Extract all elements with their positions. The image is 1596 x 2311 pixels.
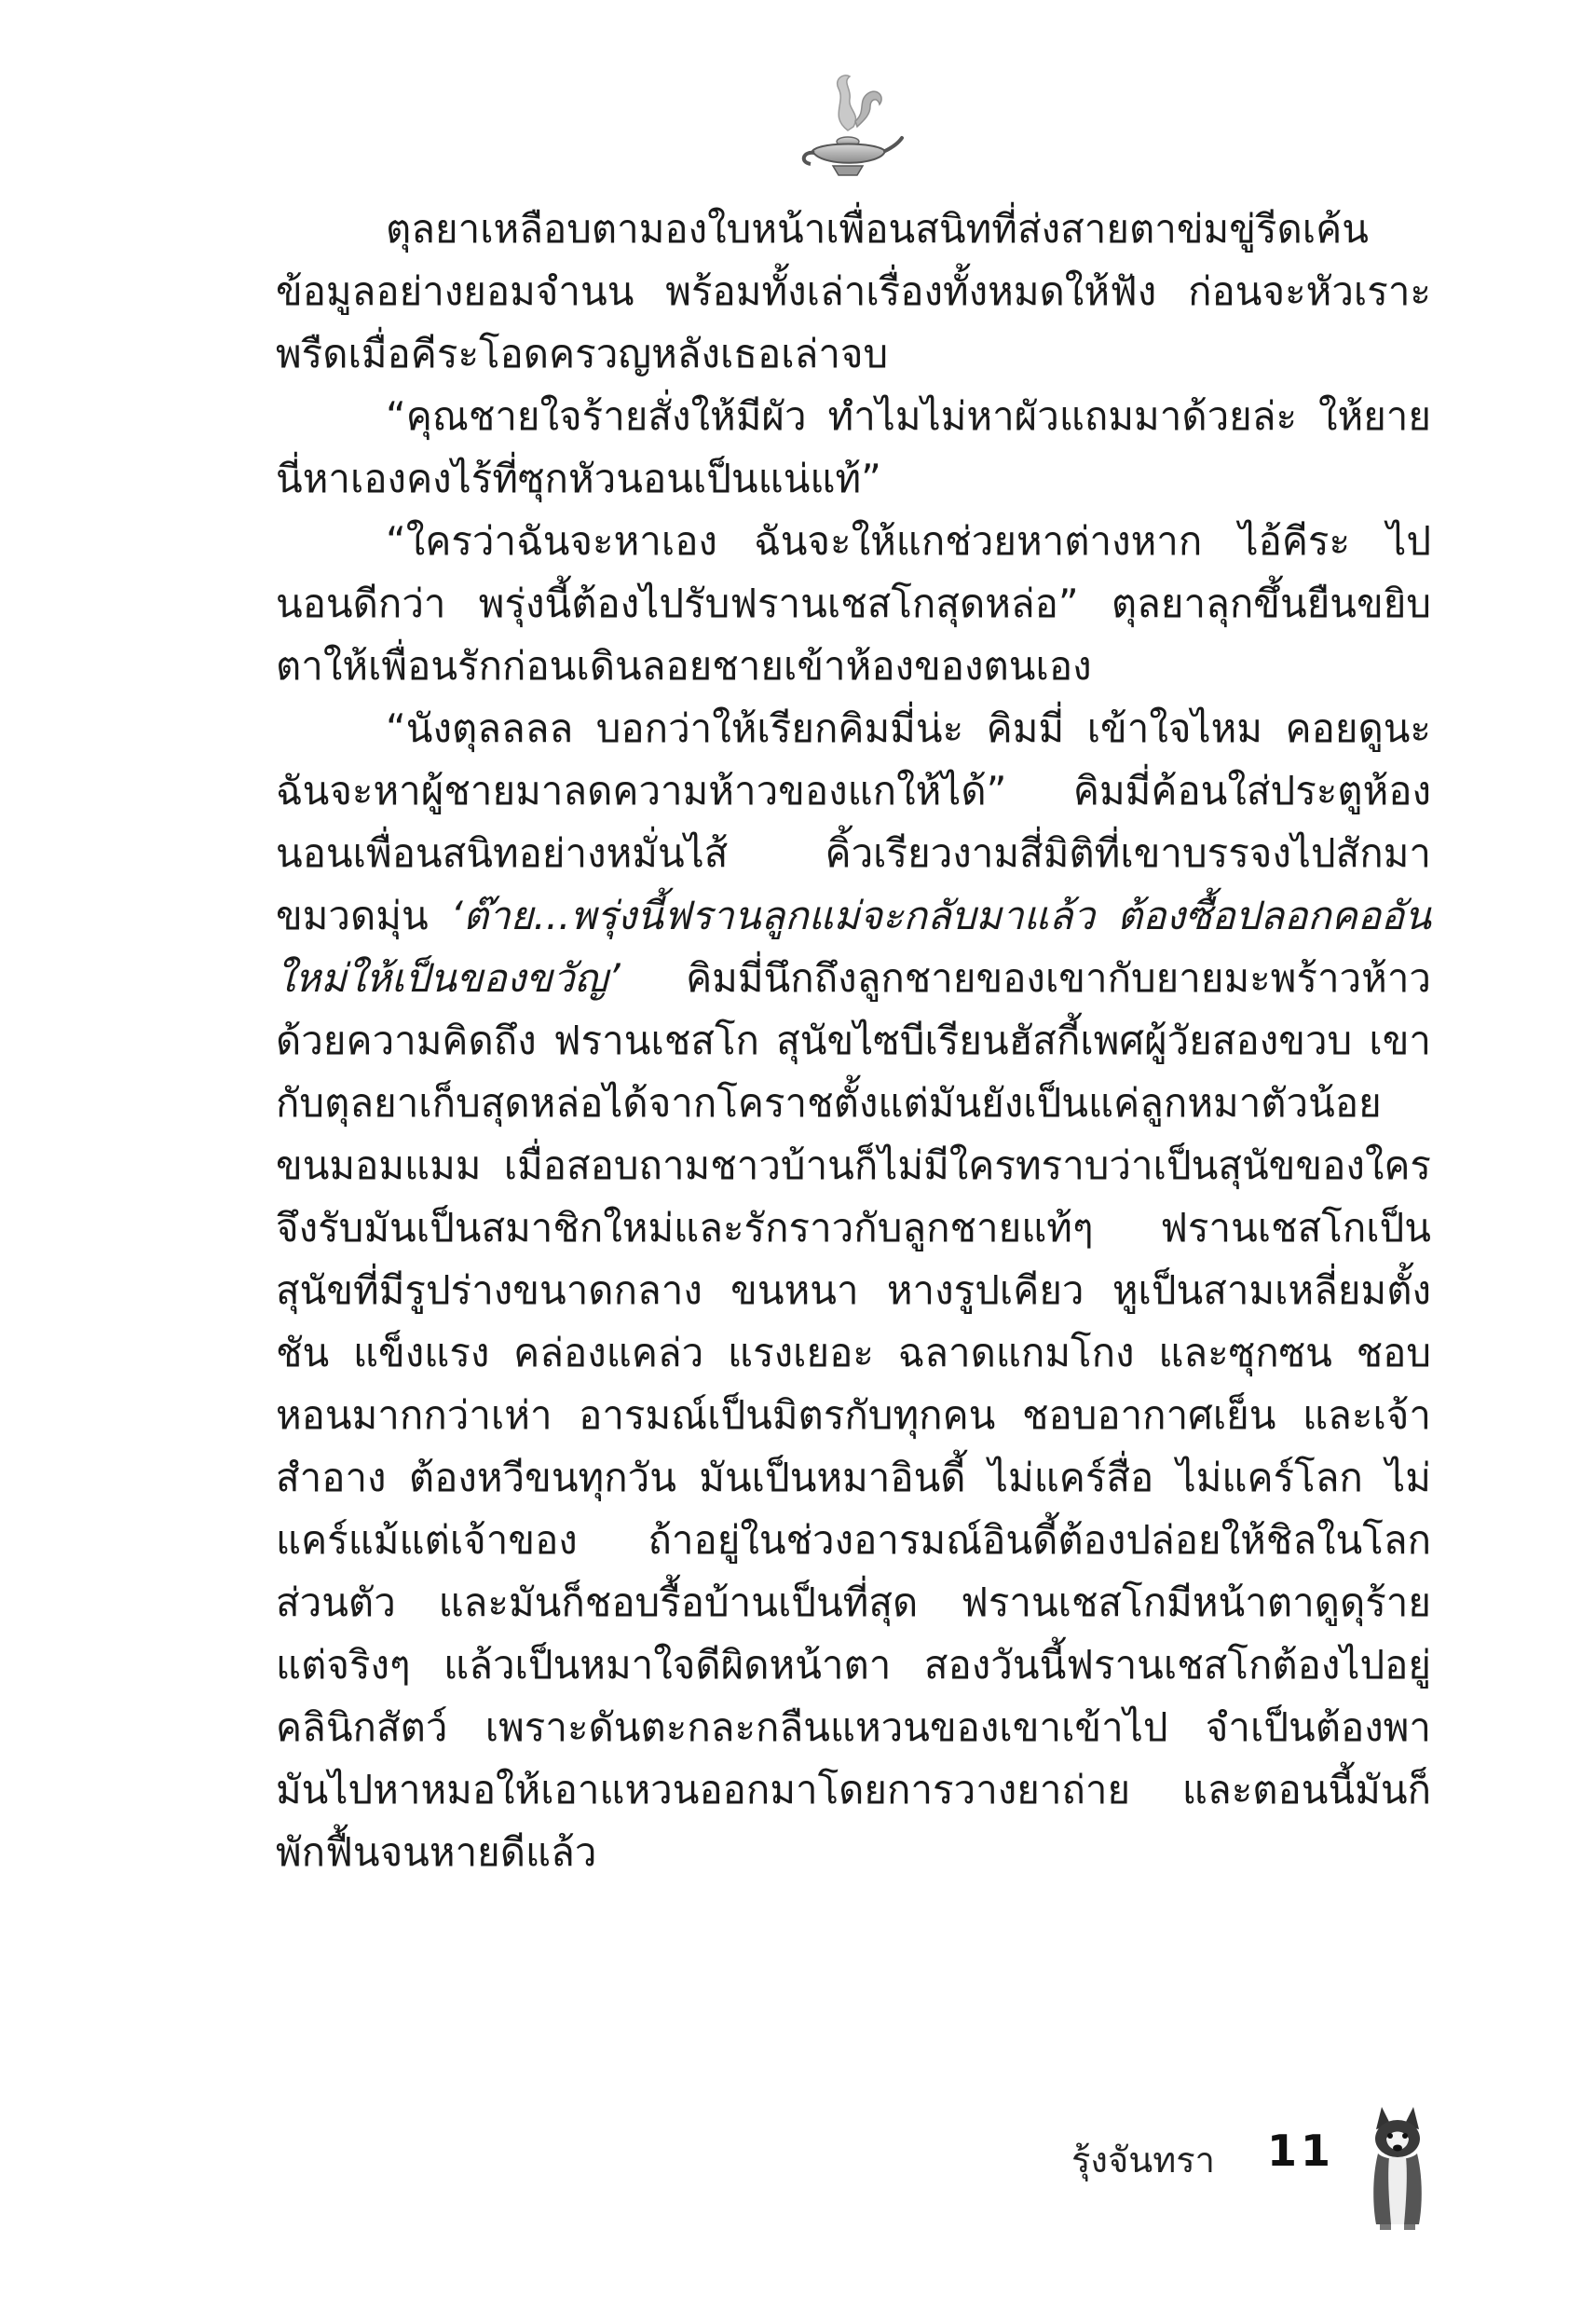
paragraph-4	[276, 697, 1431, 1883]
page-footer	[1071, 2101, 1444, 2232]
husky-dog-icon	[1356, 2101, 1439, 2232]
genie-lamp-icon	[792, 65, 904, 186]
body-text	[276, 198, 1431, 1883]
paragraph-1: ตุลยาเหลือบตามองใบหน้าเพื่อนสนิทที่ส่งสายตาข่มขู่รีดเค้นข้อมูลอย่างยอมจำนน พร้อมทั้งเล่าเรื่องทั้งหมดให้ฟัง ก่อนจะหัวเราะพรืดเมื่อคีระโอดครวญหลังเธอเล่าจบ	[276, 206, 1431, 376]
paragraph-2: “คุณชายใจร้ายสั่งให้มีผัว ทำไมไม่หาผัวแถมมาด้วยล่ะ ให้ยายนี่หาเองคงไร้ที่ซุกหัวนอนเป็นแน่แท้”	[276, 393, 1431, 501]
paragraph-3: “ใครว่าฉันจะหาเอง ฉันจะให้แกช่วยหาต่างหาก ไอ้คีระ ไปนอนดีกว่า พรุ่งนี้ต้องไปรับฟรานเชสโกสุดหล่อ” ตุลยาลุกขึ้นยืนขยิบตาให้เพื่อนรักก่อนเดินลอยชายเข้าห้องของตนเอง	[276, 518, 1431, 689]
paragraph-4-lead: “นังตุลลลล บอกว่าให้เรียกคิมมี่น่ะ คิมมี่ เข้าใจไหม คอยดูนะ ฉันจะหาผู้ชายมาลดความห้าวของแกให้ได้” คิมมี่ค้อนใส่ประตูห้องนอนเพื่อนสนิทอย่างหมั่นไส้ คิ้วเรียวงามสี่มิติที่เขาบรรจงไปสักมาขมวดมุ่น	[276, 705, 1431, 938]
paragraph-4-rest: คิมมี่นึกถึงลูกชายของเขากับยายมะพร้าวห้าวด้วยความคิดถึง ฟรานเชสโก สุนัขไซบีเรียนฮัสกี้เพศผู้วัยสองขวบ เขากับตุลยาเก็บสุดหล่อได้จากโคราชตั้งแต่มันยังเป็นแค่ลูกหมาตัวน้อยขนมอมแมม เมื่อสอบถามชาวบ้านก็ไม่มีใครทราบว่าเป็นสุนัขของใคร จึงรับมันเป็นสมาชิกใหม่และรักราวกับลูกชายแท้ๆ ฟรานเชสโกเป็นสุนัขที่มีรูปร่างขนาดกลาง ขนหนา หางรูปเคียว หูเป็นสามเหลี่ยมตั้งชัน แข็งแรง คล่องแคล่ว แรงเยอะ ฉลาดแกมโกง และซุกซน ชอบหอนมากกว่าเห่า อารมณ์เป็นมิตรกับทุกคน ชอบอากาศเย็น และเจ้าสำอาง ต้องหวีขนทุกวัน มันเป็นหมาอินดี้ ไม่แคร์สื่อ ไม่แคร์โลก ไม่แคร์แม้แต่เจ้าของ ถ้าอยู่ในช่วงอารมณ์อินดี้ต้องปล่อยให้ชิลในโลกส่วนตัว และมันก็ชอบรื้อบ้านเป็นที่สุด ฟรานเชสโกมีหน้าตาดูดุร้าย แต่จริงๆ แล้วเป็นหมาใจดีผิดหน้าตา สองวันนี้ฟรานเชสโกต้องไปอยู่คลินิกสัตว์ เพราะดันตะกละกลืนแหวนของเขาเข้าไป จำเป็นต้องพามันไปหาหมอให้เอาแหวนออกมาโดยการวางยาถ่าย และตอนนี้มันก็พักฟื้นจนหายดีแล้ว	[276, 955, 1431, 1875]
page-number: 11	[1267, 2126, 1335, 2176]
inner-thought-italic: ‘ต๊าย...พรุ่งนี้ฟรานลูกแม่จะกลับมาแล้ว ต้องซื้อปลอกคออันใหม่ให้เป็นของขวัญ’	[276, 893, 1431, 1001]
author-name: รุ้งจันทรา	[1071, 2140, 1216, 2181]
